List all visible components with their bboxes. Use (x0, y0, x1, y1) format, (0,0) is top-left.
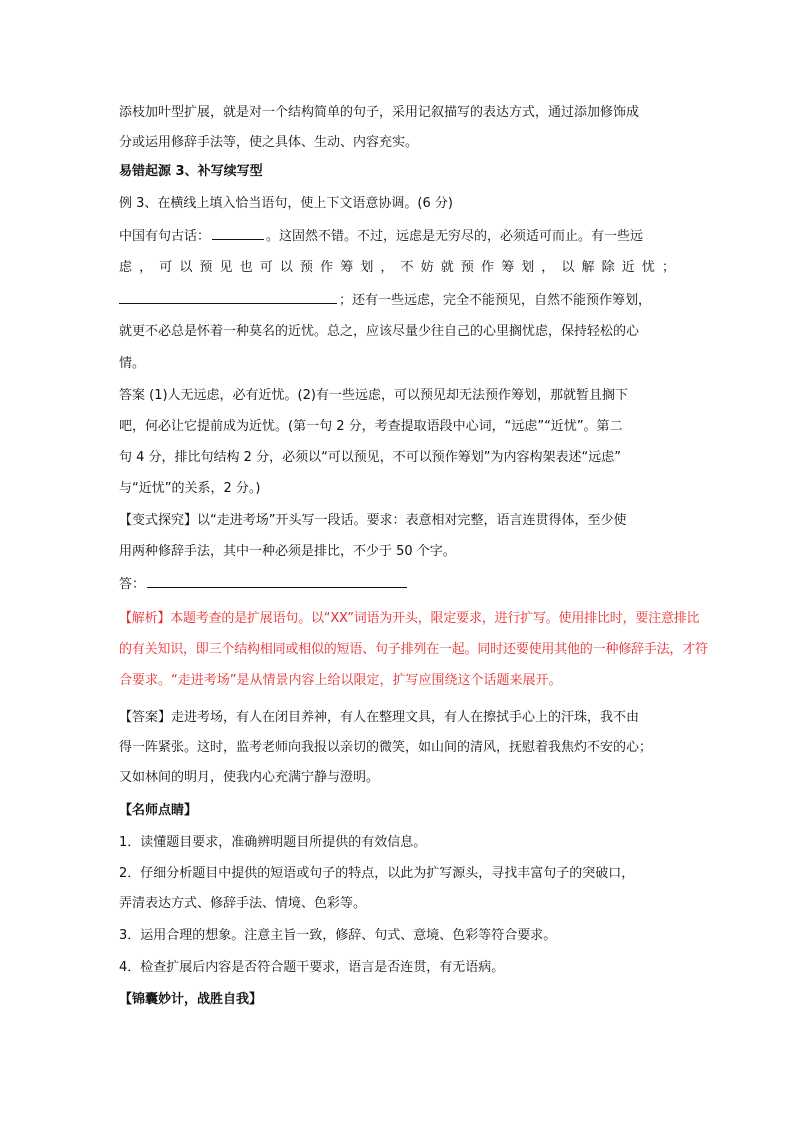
example-text-cont: 。这固然不错。不过，远虑是无穷尽的，必须适可而止。有一些远 (266, 229, 644, 244)
justified-char: ； (661, 260, 675, 275)
variant-answer-1: 【答案】走进考场，有人在闭目养神，有人在整理文具，有人在擦拭手心上的汗珠，我不由 (119, 710, 640, 725)
tip-2b: 弄清表达方式、修辞手法、情境、色彩等。 (119, 896, 367, 911)
justified-char: 可 (159, 260, 173, 275)
example-paragraph-line-4: 就更不必总是怀着一种莫名的近忧。总之，应该尽量少往自己的心里搁忧虑，保持轻松的心 (119, 324, 640, 339)
example-paragraph-line-5: 情。 (119, 356, 146, 371)
answer-blank-2[interactable] (119, 290, 337, 304)
justified-char: 见 (219, 260, 233, 275)
answer-line-1: 答案 (1)人无远虑，必有近忧。(2)有一些远虑，可以预见却无法预作筹划，那就暂且搁下 (119, 388, 628, 403)
justified-char: 可 (259, 260, 273, 275)
justified-char: 筹 (340, 260, 354, 275)
justified-char: 近 (621, 260, 635, 275)
answer-blank-1[interactable] (212, 226, 264, 240)
justified-char: 虑 (119, 260, 133, 275)
justified-char: ， (139, 260, 153, 275)
justified-char: 妨 (420, 260, 434, 275)
variant-line-2: 用两种修辞手法，其中一种必须是排比，不少于 50 个字。 (119, 544, 456, 559)
analysis-line-1: 【解析】本题考查的是扩展语句。以“XX”词语为开头，限定要求，进行扩写。使用排比时，要注意排比 (119, 611, 700, 626)
justified-char: 划 (521, 260, 535, 275)
justified-char: 预 (460, 260, 474, 275)
example-paragraph-line-2 (119, 258, 675, 278)
justified-char: 不 (400, 260, 414, 275)
justified-char: 以 (561, 260, 575, 275)
justified-char: 解 (581, 260, 595, 275)
answer-line-4: 与“近忧”的关系，2 分。) (119, 481, 261, 496)
variant-answer-line (119, 574, 409, 595)
section-heading: 易错起源 3、补写续写型 (119, 164, 263, 179)
answer-line-2: 吧，何必让它提前成为近忧。(第一句 2 分，考查提取语段中心词，“远虑”“近忧”。第二 (119, 419, 623, 434)
answer-label: 答： (119, 577, 146, 592)
justified-char: 也 (239, 260, 253, 275)
justified-char: ， (380, 260, 394, 275)
intro-line-2: 分或运用修辞手法等，使之具体、生动、内容充实。 (119, 135, 419, 150)
justified-char: 除 (601, 260, 615, 275)
analysis-line-2: 的有关知识，即三个结构相同或相似的短语、句子排列在一起。同时还要使用其他的一种修辞手法，才符 (119, 642, 708, 657)
justified-char: ， (541, 260, 555, 275)
justified-char: 以 (279, 260, 293, 275)
justified-char: 作 (480, 260, 494, 275)
example-text-start: 中国有句古话： (119, 229, 211, 244)
variant-answer-3: 又如林间的明月，使我内心充满宁静与澄明。 (119, 770, 380, 785)
justified-char: 筹 (501, 260, 515, 275)
justified-char: 就 (440, 260, 454, 275)
justified-char: 作 (320, 260, 334, 275)
final-heading: 【锦囊妙计，战胜自我】 (119, 992, 263, 1007)
tip-3: 3．运用合理的想象。注意主旨一致，修辞、句式、意境、色彩等符合要求。 (119, 928, 557, 943)
example-question: 例 3、在横线上填入恰当语句，使上下文语意协调。(6 分) (119, 196, 453, 211)
justified-char: 以 (179, 260, 193, 275)
tips-heading: 【名师点睛】 (119, 803, 198, 818)
answer-line-3: 句 4 分，排比句结构 2 分，必须以“可以预见，不可以预作筹划”为内容构架表述“远虑” (119, 450, 622, 465)
example-paragraph-line-3 (119, 290, 651, 311)
intro-line-1: 添枝加叶型扩展，就是对一个结构简单的句子，采用记叙描写的表达方式，通过添加修饰成 (119, 105, 640, 120)
justified-char: 预 (199, 260, 213, 275)
answer-blank-3[interactable] (147, 574, 407, 588)
example-paragraph-line-1 (119, 226, 643, 247)
justified-char: 预 (299, 260, 313, 275)
tip-1: 1．读懂题目要求，准确辨明题目所提供的有效信息。 (119, 835, 427, 850)
tip-2a: 2．仔细分析题目中提供的短语或句子的特点，以此为扩写源头，寻找丰富句子的突破口， (119, 866, 635, 881)
variant-line-1: 【变式探究】以“走进考场”开头写一段话。要求：表意相对完整，语言连贯得体，至少使 (119, 513, 627, 528)
justified-char: 划 (360, 260, 374, 275)
example-text-after-blank: ；还有一些远虑，完全不能预见，自然不能预作筹划， (339, 293, 652, 308)
justified-char: 忧 (641, 260, 655, 275)
analysis-line-3: 合要求。“走进考场”是从情景内容上给以限定，扩写应围绕这个话题来展开。 (119, 673, 562, 688)
variant-answer-2: 得一阵紧张。这时，监考老师向我报以亲切的微笑，如山间的清风，抚慰着我焦灼不安的心； (119, 740, 653, 755)
tip-4: 4．检查扩展后内容是否符合题干要求，语言是否连贯，有无语病。 (119, 960, 505, 975)
